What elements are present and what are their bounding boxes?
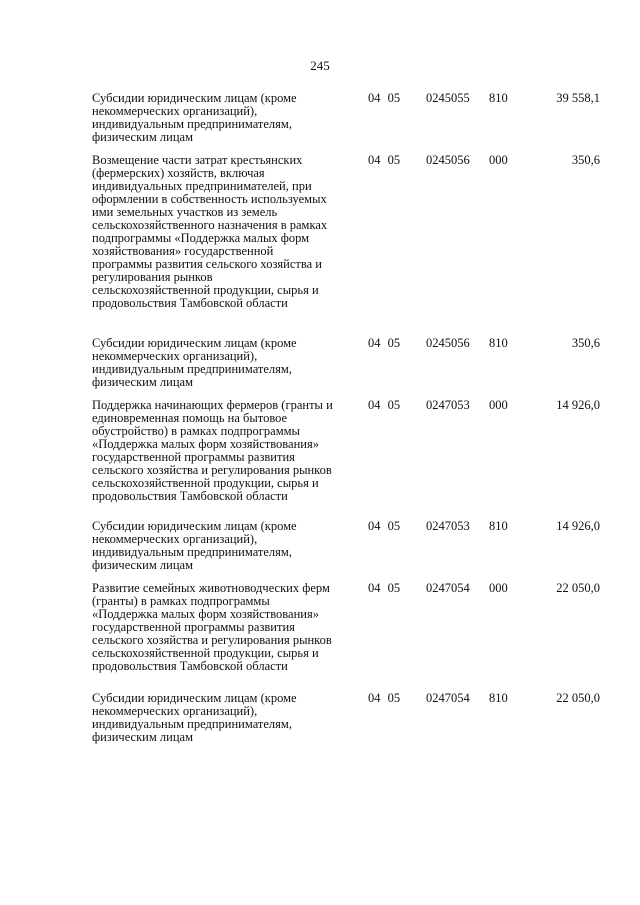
page-number: 245	[310, 58, 330, 73]
target-article-code: 0247054	[426, 581, 470, 595]
table-row	[92, 337, 600, 399]
expense-name: Субсидии юридическим лицам (кроме некоммерческих организаций), индивидуальным предпринимателям, физическим лицам	[92, 691, 297, 744]
table-row	[92, 692, 600, 754]
table-row	[92, 582, 600, 692]
table-row	[92, 92, 600, 154]
amount: 350,6	[571, 336, 600, 350]
section-code: 04 05	[368, 336, 401, 350]
amount: 14 926,0	[556, 398, 600, 412]
expense-name: Возмещение части затрат крестьянских (фермерских) хозяйств, включая индивидуальных предпринимателей, при оформлении в собственность используемых ими земельных участков из земель сельскохозяйственного назначения в рамках подпрограммы «Поддержка малых форм хозяйствования» государственной программы развития сельского хозяйства и регулирования рынков сельскохозяйственной продукции, сырья и продовольствия Тамбовской области	[92, 153, 328, 310]
section-code: 04 05	[368, 91, 401, 105]
target-article-code: 0245055	[426, 91, 470, 105]
amount: 39 558,1	[556, 91, 600, 105]
amount: 22 050,0	[556, 691, 600, 705]
table-row	[92, 154, 600, 337]
expense-type-code: 000	[489, 153, 508, 167]
expense-type-code: 000	[489, 581, 508, 595]
expense-name: Субсидии юридическим лицам (кроме некоммерческих организаций), индивидуальным предпринимателям, физическим лицам	[92, 336, 297, 389]
table-row	[92, 399, 600, 520]
expense-name: Развитие семейных животноводческих ферм (гранты) в рамках подпрограммы «Поддержка малых форм хозяйствования» государственной программы развития сельского хозяйства и регулирования рынков сельскохозяйственной продукции, сырья и продовольствия Тамбовской области	[92, 581, 332, 673]
expense-type-code: 810	[489, 336, 508, 350]
target-article-code: 0247054	[426, 691, 470, 705]
section-code: 04 05	[368, 581, 401, 595]
expense-type-code: 810	[489, 91, 508, 105]
section-code: 04 05	[368, 398, 401, 412]
amount: 14 926,0	[556, 519, 600, 533]
target-article-code: 0245056	[426, 336, 470, 350]
expense-name: Субсидии юридическим лицам (кроме некоммерческих организаций), индивидуальным предпринимателям, физическим лицам	[92, 519, 297, 572]
section-code: 04 05	[368, 519, 401, 533]
expense-name: Поддержка начинающих фермеров (гранты и единовременная помощь на бытовое обустройство) в рамках подпрограммы «Поддержка малых форм хозяйствования» государственной программы развития сельского хозяйства и регулирования рынков сельскохозяйственной продукции, сырья и продовольствия Тамбовской области	[92, 398, 333, 503]
amount: 22 050,0	[556, 581, 600, 595]
section-code: 04 05	[368, 691, 401, 705]
expense-name: Субсидии юридическим лицам (кроме некоммерческих организаций), индивидуальным предпринимателям, физическим лицам	[92, 91, 297, 144]
target-article-code: 0245056	[426, 153, 470, 167]
section-code: 04 05	[368, 153, 401, 167]
target-article-code: 0247053	[426, 519, 470, 533]
budget-table	[92, 92, 600, 754]
expense-type-code: 810	[489, 691, 508, 705]
amount: 350,6	[571, 153, 600, 167]
expense-type-code: 810	[489, 519, 508, 533]
table-row	[92, 520, 600, 582]
expense-type-code: 000	[489, 398, 508, 412]
target-article-code: 0247053	[426, 398, 470, 412]
